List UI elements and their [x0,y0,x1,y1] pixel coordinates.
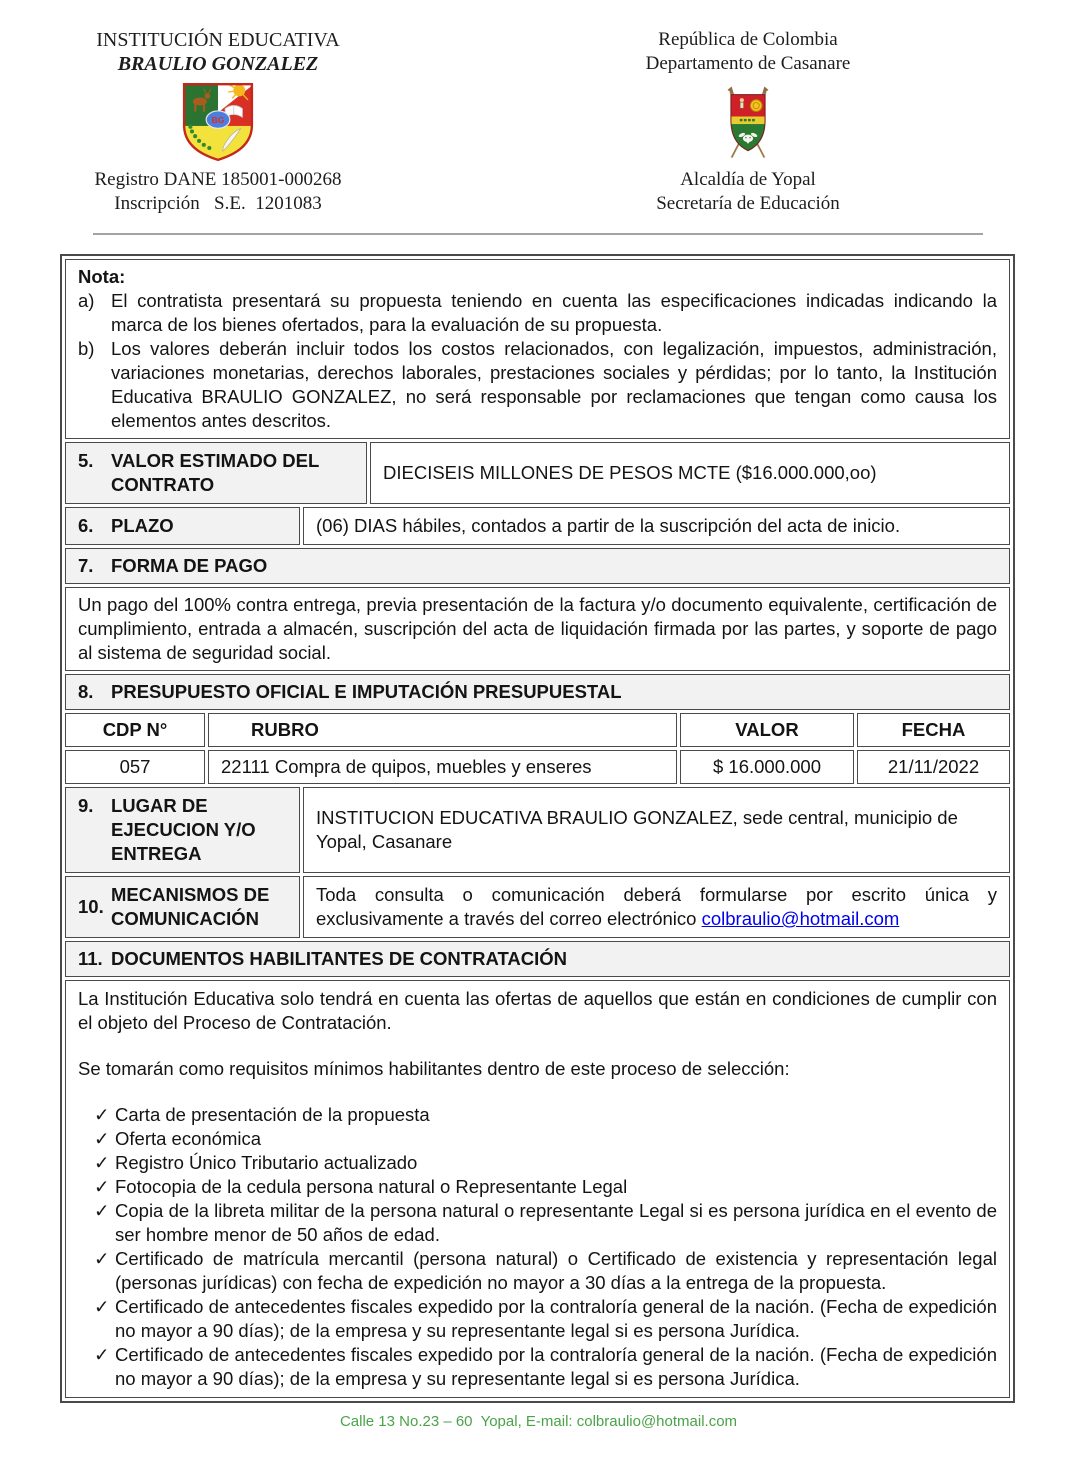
row-documentos-header [65,941,1010,977]
nota-title: Nota: [78,266,126,287]
documentos-number: 11. [78,948,103,969]
checklist-item: ✓ Certificado de antecedentes fiscales expedido por la contraloría general de la nación. (Fecha de expedición no mayor a 90 días); de la empresa y su representante legal si es persona Jurídica. [78,1295,997,1343]
mecanismos-label: MECANISMOS DE COMUNICACIÓN [111,884,270,929]
government-header-block [588,28,908,216]
budget-table-data-row [65,750,1010,784]
budget-col-cdp: CDP N° [65,713,205,747]
row-presupuesto-header [65,674,1010,710]
check-icon: ✓ [94,1344,110,1365]
forma-pago-number: 7. [78,555,94,576]
budget-valor-value: $ 16.000.000 [680,750,854,784]
forma-pago-label: FORMA DE PAGO [111,555,268,576]
school-crest-image [176,81,260,163]
checklist-item: ✓ Fotocopia de la cedula persona natural o Representante Legal [78,1175,997,1199]
valor-value: DIECISEIS MILLONES DE PESOS MCTE ($16.000.000,oo) [383,462,877,483]
check-icon: ✓ [94,1248,110,1269]
mecanismos-text: Toda consulta o comunicación deberá formularse por escrito única y exclusivamente a través del correo electrónico [316,884,997,929]
crest-initials: BG [211,115,225,126]
nota-item-b-text: Los valores deberán incluir todos los costos relacionados, con legalización, impuestos, administración, variaciones monetarias, derechos laborales, prestaciones sociales y pérdidas; por lo tanto, la Institución Educativa BRAULIO GONZALEZ, no será responsable por reclamaciones que tengan como causa los elementos antes descritos. [111,338,997,431]
documentos-label: DOCUMENTOS HABILITANTES DE CONTRATACIÓN [111,948,567,969]
row-documentos-body [65,980,1010,1398]
alcaldia-line: Alcaldía de Yopal [680,169,816,190]
valor-label: VALOR ESTIMADO DEL CONTRATO [111,450,319,495]
nota-item-a-marker: a) [78,290,95,311]
nota-item-b-marker: b) [78,338,95,359]
budget-col-valor: VALOR [680,713,854,747]
documentos-paragraph-1: La Institución Educativa solo tendrá en cuenta las ofertas de aquellos que están en condiciones de cumplir con el objeto del Proceso de Contratación. [78,988,997,1033]
row-forma-pago-header [65,548,1010,584]
institution-name-line2: BRAULIO GONZALEZ [117,53,319,75]
check-icon: ✓ [94,1104,110,1125]
checklist-item: ✓ Carta de presentación de la propuesta [78,1103,997,1127]
checklist-item: ✓ Certificado de antecedentes fiscales expedido por la contraloría general de la nación. (Fecha de expedición no mayor a 90 días); de la empresa y su representante legal si es persona Jurídica. [78,1343,997,1391]
budget-col-fecha: FECHA [857,713,1010,747]
checklist-item: ✓ Registro Único Tributario actualizado [78,1151,997,1175]
republica-line: República de Colombia [658,29,838,50]
nota-item-b [78,337,997,433]
checklist-item: ✓ Oferta económica [78,1127,997,1151]
plazo-number: 6. [78,515,94,536]
row-lugar [65,787,1010,873]
mecanismos-number: 10. [78,896,104,917]
row-forma-pago-body [65,587,1010,671]
lugar-value: INSTITUCION EDUCATIVA BRAULIO GONZALEZ, sede central, municipio de Yopal, Casanare [316,807,958,852]
contract-conditions-table [60,254,1015,1403]
yopal-coat-of-arms-image [711,81,785,163]
footer-address: Calle 13 No.23 – 60 Yopal, E-mail: colbraulio@hotmail.com [339,1413,738,1430]
email-link[interactable]: colbraulio@hotmail.com [701,908,900,929]
check-icon: ✓ [94,1176,110,1197]
valor-number: 5. [78,450,94,471]
lugar-label: LUGAR DE EJECUCION Y/O ENTREGA [111,795,256,864]
row-plazo [65,507,1010,545]
budget-col-rubro: RUBRO [208,713,677,747]
departamento-line: Departamento de Casanare [645,53,851,74]
plazo-value: (06) DIAS hábiles, contados a partir de la suscripción del acta de inicio. [316,515,901,536]
row-valor-estimado [65,442,1010,504]
check-icon: ✓ [94,1200,110,1221]
budget-fecha-value: 21/11/2022 [857,750,1010,784]
presupuesto-number: 8. [78,681,94,702]
registro-dane: Registro DANE 185001-000268 [94,169,342,190]
nota-item-a-text: El contratista presentará su propuesta teniendo en cuenta las especificaciones indicadas indicando la marca de los bienes ofertados, para la evaluación de su propuesta. [111,290,997,335]
checklist-item: ✓ Certificado de matrícula mercantil (persona natural) o Certificado de existencia y representación legal (personas jurídicas) con fecha de expedición no mayor a 30 días a la entrega de la propuesta. [78,1247,997,1295]
inscripcion-se: Inscripción S.E. 1201083 [114,193,322,214]
check-icon: ✓ [94,1152,110,1173]
row-mecanismos [65,876,1010,938]
presupuesto-label: PRESUPUESTO OFICIAL E IMPUTACIÓN PRESUPUESTAL [111,681,622,702]
secretaria-line: Secretaría de Educación [656,193,840,214]
institution-header-block [58,28,378,216]
lugar-number: 9. [78,795,94,816]
budget-cdp-value: 057 [65,750,205,784]
check-icon: ✓ [94,1128,110,1149]
header-divider [93,233,983,235]
plazo-label: PLAZO [111,515,174,536]
forma-pago-text: Un pago del 100% contra entrega, previa presentación de la factura y/o documento equivalente, certificación de cumplimiento, entrada a almacén, suscripción del acta de liquidación firmada por las partes, y soporte de pago al sistema de seguridad social. [65,587,1010,671]
row-nota [65,259,1010,439]
budget-table-header-row [65,713,1010,747]
budget-rubro-value: 22111 Compra de quipos, muebles y enseres [208,750,677,784]
checklist-item: ✓ Copia de la libreta militar de la persona natural o representante Legal si es persona jurídica en el evento de ser hombre menor de 50 años de edad. [78,1199,997,1247]
documentos-paragraph-2: Se tomarán como requisitos mínimos habilitantes dentro de este proceso de selección: [78,1058,790,1079]
nota-item-a [78,289,997,337]
institution-name-line1: INSTITUCIÓN EDUCATIVA [96,29,340,51]
check-icon: ✓ [94,1296,110,1317]
